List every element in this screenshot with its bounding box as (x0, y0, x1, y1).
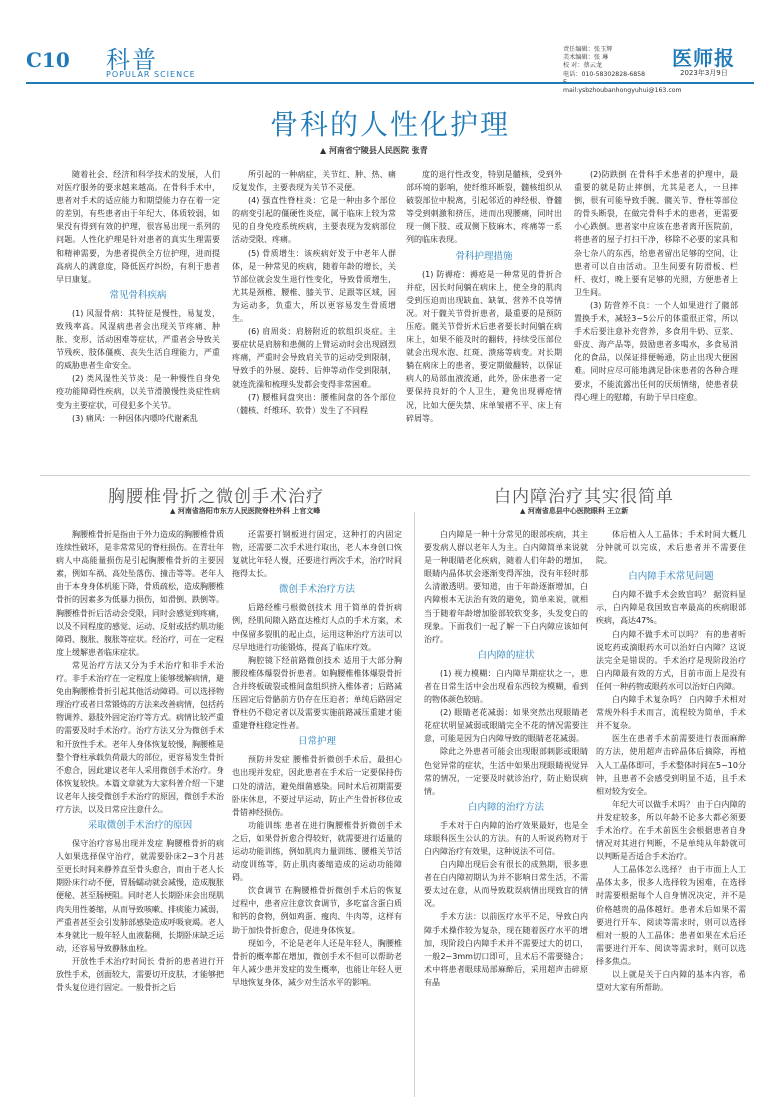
paragraph: (1) 防褥疮：褥疮是一种常见的骨折合并症，因长时间躺在病床上，使全身的肌肉受到压迫而出现缺血、缺氧、营养不良等情况。对于髋关节骨折患者，最重要的是预防压疮。髋关节骨折术后患者要长时间躺在病床上，如果不能及时的翻转，持续受压部位就会出现水泡、红斑、溃疡等病变。对长期躺在病床上的患者，要定期做翻转，以保证病人的局部血液流通，此外，卧床患者一定要保持良好的个人卫生，避免出现褥疮情况，比如大便失禁、床单皱褶不平、床上有碎屑等。 (406, 269, 562, 423)
paragraph: 白内障出现后会有很长的成熟期，很多患者在白内障初期认为并不影响日常生活，不需要太过在意，从而导致耽误病情出现致盲的情况。 (424, 860, 588, 909)
article-column (424, 528, 588, 1098)
section-heading: 骨科护理措施 (455, 250, 513, 262)
paragraph: 手术方法：以前医疗水平不足，导致白内障手术操作较为复杂，现在随着医疗水平的增加，现阶段白内障手术并不需要过大的切口，一般2~3mm切口即可，且术后不需要缝合；术中将患者眼球局部麻醉后，采用超声击碎原有晶 (424, 912, 588, 987)
editor-info (563, 46, 682, 95)
page-header (0, 0, 780, 95)
paragraph: (1) 视力模糊：白内障早期症状之一，患者在日常生活中会出现看东西较为模糊，看到的物体颜色较暗。 (424, 668, 588, 705)
paragraph: 以上就是关于白内障的基本内容，希望对大家有所帮助。 (596, 970, 746, 993)
paragraph: 现如今，不论是老年人还是年轻人，胸腰椎骨折的概率都在增加，微创手术不但可以帮助老年人减少患并发症的发生概率，也能让年轻人更早地恢复身体，减少对生活水平的影响。 (232, 938, 402, 987)
paragraph: 还需要打钢板进行固定，这种打的内固定物，还需要二次手术进行取出，老人本身创口恢复就比年轻人慢，还要进行两次手术，治疗时间拖得太长。 (232, 530, 402, 579)
article-column (596, 528, 746, 1098)
paragraph: 胸腔镜下经前路微创技术 适用于大部分胸腰段椎体爆裂骨折患者。如胸腰椎椎体爆裂骨折合并终板破裂或椎间盘组织挤入椎体者；后路减压固定后骨骼前方仍存在压迫者；单纯后路固定脊柱仍不稳定者以及需要实施前路减压重建才能重建脊柱稳定性者。 (232, 655, 402, 731)
paragraph: (7) 腰椎间盘突出：腰椎间盘的各个部位（髓核、纤维环、软骨）发生了不同程 (232, 392, 396, 415)
paragraph: 功能训练 患者在进行胸腰椎骨折微创手术之后，如果骨折愈合得较好，就需要进行适量的运动功能训练，例如肌肉力量训练、腰椎关节活动度训练等，防止肌肉萎缩造成的运动功能障碍。 (232, 820, 402, 883)
paragraph: 体后植入人工晶体；手术时间大概几分钟就可以完成，术后患者并不需要住院。 (596, 530, 746, 566)
paragraph: (3) 防营养不良：一个人如果进行了髋部置换手术，减轻3~5公斤的体重很正常，所以手术后要注意补充营养，多食用牛奶、豆浆、虾皮、海产品等，鼓励患者多喝水，多食易消化的食品，以保证排便畅通，防止出现大便困难。同时应尽可能地满足卧床患者的各种合理要求，不能流露出任何的厌烦情绪，使患者获得心理上的慰藉，有助于早日痊愈。 (574, 300, 738, 402)
paragraph: (2) 眼睛老花减弱：如果突然出现眼睛老花症状明显减弱或眼睛完全不花的情况需要注意，可能是因为白内障导致的眼睛老花减弱。 (424, 708, 588, 744)
paragraph: 常见治疗方法又分为手术治疗和非手术治疗。非手术治疗在一定程度上能够缓解病情，避免由胸腰椎骨折引起其他活动障碍。可以选择物理治疗或者日常锻炼的方法来改善病情，包括药物调养、悬肢外固定治疗等方式。病情比较严重的需要及时手术治疗。治疗方法又分为微创手术和开放性手术。老年人身体恢复较慢，胸腰椎是整个脊柱承载负荷最大的部位，更容易发生骨折不愈合，因此建议老年人采用微创手术治疗。身体恢复较快。本篇文章就为大家科普介绍一下建议老年人接受微创手术治疗的原因，微创手术治疗方法，以及日常应注意什么。 (56, 660, 224, 814)
article-column (232, 528, 402, 1098)
section-heading: 微创手术治疗方法 (278, 584, 355, 596)
issue-date: 2023年3月9日 (680, 69, 728, 77)
article-column (56, 168, 220, 464)
article-column (232, 168, 396, 464)
article-column (56, 528, 224, 1098)
article-title: 骨科的人性化护理 (269, 108, 510, 141)
section-divider (40, 475, 750, 476)
section-subtitle: POPULAR SCIENCE (106, 70, 196, 79)
article-column (574, 168, 738, 464)
section-heading: 白内障的症状 (477, 649, 535, 661)
page-code: C10 (26, 48, 70, 72)
paragraph: (6) 肩周炎：肩膀附近的软组织炎症。主要症状是肩膀和患侧的上臂运动时会出现剧烈疼痛，严重时会导致肩关节的运动受到限制，导致手的外展、旋转、后伸等动作受到限制，就连洗澡和梳理头发都会变得非常困难。 (232, 327, 396, 389)
article-column (406, 168, 562, 464)
paragraph: 白内障是一种十分常见的眼部疾病，其主要发病人群以老年人为主。白内障简单来说就是一种眼睛老化疾病，随着人们年龄的增加，眼睛内晶体状会逐渐变得浑浊，没有年轻时那么清澈透明。要知道，由于年龄逐渐增加，白内障根本无法治有效的避免，简单来说，就相当于随着年龄增加脸部较软变多，头发变白的现象。下面我们一起了解一下白内障应该如何治疗。 (424, 530, 588, 644)
paragraph: 随着社会、经济和科学技术的发展，人们对医疗服务的要求越来越高。在骨科手术中，患者对手术的适应能力和期望能力存在着一定的差别，有些患者由于年纪大、体质较弱，如果没有得到有效的护理，很容易出现一系列的问题。人性化护理是针对患者的真实生理需要和精神需要，为患者提供全方位护理，进而提高病人的满意度，降低医疗纠纷，有利于患者早日康复。 (56, 170, 220, 284)
paragraph: 后路经椎弓根微创技术 用于简单的骨折病例，经肌间隙入路直达椎灯人点的手术方案，术中保留多裂肌的起止点，运用这种治疗方法可以尽早地进行功能锻炼，提高了临床疗效。 (232, 603, 402, 652)
column-divider (414, 512, 415, 1097)
article-byline: ▲ 河南省宁陵县人民医院 张青 (320, 146, 428, 155)
section-heading: 常见骨科疾病 (109, 289, 167, 301)
paragraph: (2) 类风湿性关节炎：是一种慢性自身免疫功能障碍性疾病，以关节滑膜慢性炎症性病变为主要症状，可侵犯多个关节。 (56, 374, 220, 410)
article-title: 胸腰椎骨折之微创手术治疗 (108, 487, 324, 507)
editor-line: 责任编辑：张玉辉 (563, 46, 613, 53)
paragraph: 保守治疗容易出现并发症 胸腰椎骨折的病人如果选择保守治疗，就需要卧床2~3个月甚至更长时间来静养直至骨头愈合，而由于老人长期卧床行动不便，胃肠蠕动就会减慢，造成腹胀便秘、甚至肠梗阻。同时老人长期卧床会出现肌肉失用性萎缩，从而导致咳嗽、排痰能力减弱，严重者甚至会引发肺部感染造成呼吸衰竭。老人本身就比一般年轻人血液黏稠，长期卧床缺乏运动，还容易导致静脉血栓。 (56, 839, 224, 953)
paragraph: 度的退行性改变，特别是髓核，受到外部环境的影响，使纤维环断裂，髓核组织从破裂部位中脱离，引起邻近的神经根、脊髓等受到刺激和挤压，进而出现腰痛，同时出现一侧下肢、或双侧下肢麻木、疼痛等一系列的临床表现。 (406, 170, 562, 245)
editor-line: mail:ysbzhoubanhongyuhui@163.com (563, 87, 682, 95)
paragraph: 白内障不做手术可以吗？ 有的患者听说吃药或滴眼药水可以治好白内障？这说法完全是错误的。手术治疗是现阶段治疗白内障最有效的方式，目前市面上是没有任何一种药物或眼药水可以治好白内障。 (596, 629, 746, 691)
section-heading: 白内障手术常见问题 (628, 571, 714, 583)
paragraph: 人工晶体怎么选择？ 由于市面上人工晶体太多，很多人选择较为困难，在选择时需要根据每个人自身情况决定，并不是价格越贵的晶体越好。患者术后如果不需要进行开车、阅读等需求时，则可以选择相对一般的人工晶体；患者如果在术后还需要进行开车、阅读等需求时，则可以选择多焦点。 (596, 865, 746, 966)
paragraph: 白内障不做手术会致盲吗？ 据资料显示，白内障是我国致盲率最高的疾病眼部疾病，高达47%。 (596, 590, 746, 626)
paragraph: (5) 骨质增生：该疾病好发于中老年人群体，是一种常见的疾病，随着年龄的增长，关节部位就会发生退行性变化，导致骨质增生，尤其是颈椎、腰椎、膝关节、足跟等区域，因为运动多，负重大，所以更容易发生骨质增生。 (232, 248, 396, 324)
paragraph: 开放性手术治疗时间长 骨折的患者进行开放性手术，创面较大，需要切开皮肤，才能够把骨头复位进行固定。一般骨折之后 (56, 956, 224, 993)
section-heading: 采取微创手术治疗的原因 (87, 820, 193, 832)
paragraph: (3) 痛风：一种因体内嘌呤代谢紊乱 (72, 413, 198, 423)
paragraph: 所引起的一种病症，关节红、肿、热、痛反复发作，主要表现为关节不灵便。 (232, 170, 396, 193)
paragraph: (2)防跌倒 在骨科手术患者的护理中，最重要的就是防止摔倒，尤其是老人，一旦摔倒，很有可能导致手腕、髋关节、脊柱等部位的骨头断裂，在做完骨科手术的患者，更需要小心跌倒。患者家中应该在患者离开医院前，将患者的屋子打扫干净，移除不必要的家具和杂七杂八的东西，给患者留出足够的空间，让患者可以自由活动。卫生间要有防滑板、栏杆、夜灯，晚上要有足够的光照，方便患者上卫生间。 (574, 170, 738, 297)
section-heading: 日常护理 (297, 736, 336, 748)
paragraph: 手术对于白内障的治疗效果最好，也是全球眼科医生公认的方法。有的人听说药物对于白内障治疗有效果，这种说法不可信。 (424, 820, 588, 856)
paragraph: 白内障手术复杂吗？ 白内障手术相对常规外科手术而言，流程较为简单，手术并不复杂。 (596, 695, 746, 731)
editor-line: 美术编辑：张 琳 (563, 54, 609, 62)
article-byline: ▲ 河南省洛阳市东方人民医院脊柱外科 上官文峰 (170, 507, 321, 515)
paragraph: (4) 强直性脊柱炎：它是一种由多个部位的病变引起的僵硬性炎症，属于临床上较为常见的自身免疫系统疾病，主要表现为发病部位活动受限、疼痛。 (232, 196, 396, 245)
paragraph: 医生在患者手术前需要进行表面麻醉的方法，使用超声击碎晶体后摘除，再植入人工晶体即可，手术整体时间在5~10分钟，且患者不会感受到明显不适，且手术相对较为安全。 (596, 734, 746, 796)
newspaper-logo: 医师报 (672, 46, 735, 70)
article-title: 白内障治疗其实很简单 (494, 487, 674, 507)
section-heading: 白内障的治疗方法 (467, 801, 544, 813)
section-title: 科普 (106, 46, 158, 74)
editor-line: 电话：010-58302828-6858 (563, 70, 646, 78)
editor-line: 校 对：蔡云龙 (563, 62, 603, 70)
paragraph: 胸腰椎骨折是指由于外力造成的胸腰椎骨质连续性破坏，是非常常见的脊柱损伤。在青壮年病人中高能量损伤是引起胸腰椎骨折的主要因素，例如车祸、高处坠落伤、撞击等等。老年人由于本身身体机能下降，骨质疏松，造成胸腰椎骨折的因素多为低暴力损伤，如滑倒、跌倒等。胸腰椎骨折后活动会受限，同时会感觉到疼痛，以及不同程度的感觉、运动、反射或括约肌功能障碍、腹胀、腹胀等症状。经治疗，可在一定程度上缓解患者临床症状。 (56, 530, 224, 657)
paragraph: 除此之外患者可能会出现眼部刺影或眼睛色觉异常的症状，生活中如果出现眼睛视觉异常的情况，一定要及时就诊治疗，防止贻误病情。 (424, 747, 588, 796)
article-byline: ▲ 河南省息县中心医院眼科 王立新 (520, 507, 629, 515)
paragraph: (1) 风湿骨病：其特征是慢性，易复发，致残率高。风湿病患者会出现关节疼痛、肿胀、变形、活动困难等症状，严重者会导致关节残疾、肢体僵痪、丧失生活自理能力，严重的威胁患者生命安全。 (56, 308, 220, 371)
paragraph: 预防并发症 腰椎骨折微创手术后，最担心也出现并发症，因此患者在手术后一定要保持伤口处的清洁，避免细菌感染。同时术后初期需要卧床休息，不要过早运动，防止产生骨折移位或骨错神经损伤。 (232, 755, 402, 817)
header-divider (26, 82, 754, 84)
paragraph: 年纪大可以做手术吗？ 由于白内障的并发症较多，所以年龄不论多大都必须要手术治疗。在手术前医生会根据患者自身情况对其进行判断，不是单纯从年龄就可以判断是否适合手术治疗。 (596, 799, 746, 862)
paragraph: 饮食调节 在胸腰椎骨折微创手术后的恢复过程中，患者应注意饮食调节，多吃富含蛋白质和钙的食物，例如鸡蛋、瘦肉、牛肉等，这样有助于加快骨折愈合，促进身体恢复。 (232, 886, 402, 935)
